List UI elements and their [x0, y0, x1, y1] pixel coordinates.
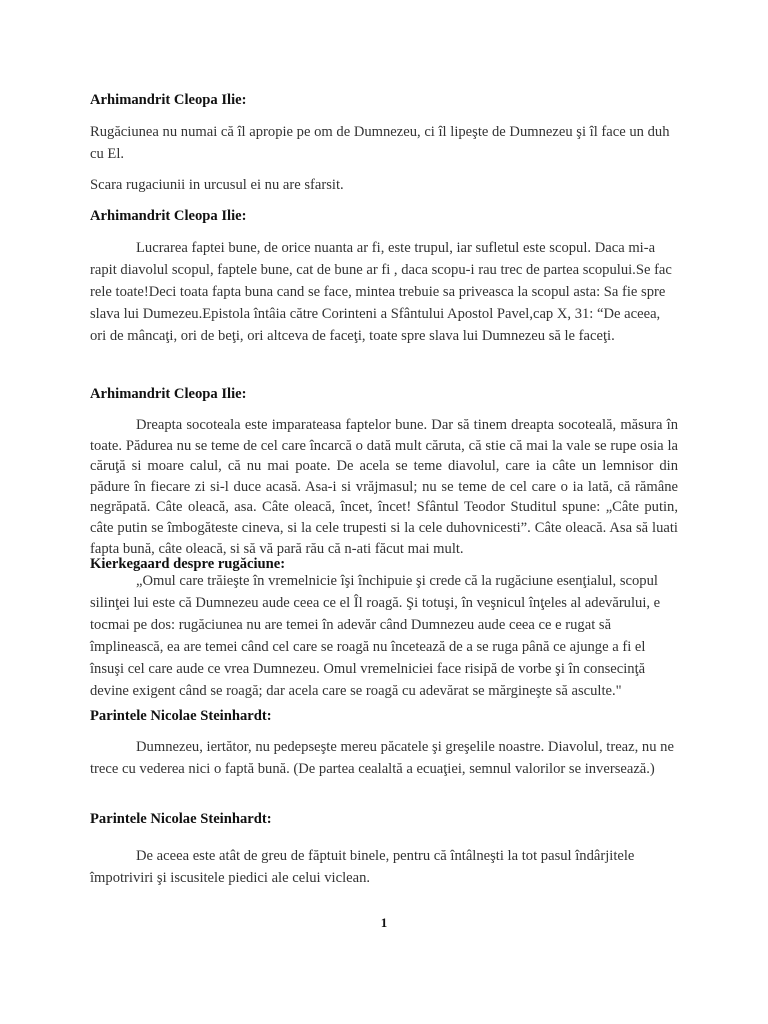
paragraph: Dreapta socoteala este imparateasa faptelor bune. Dar să tinem dreapta socoteală, măsura în toate. Pădurea nu se teme de cel care încarcă o dată mult căruta, că stie că mai la vale se rupe osia la căruţă si moare calul, că nu mai poate. De acela se teme diavolul, care ia câte un lemnisor din pădure în fiecare zi si-l duce acasă. Asa-i si vrăjmasul; nu se teme de cel care o ia lată, că rămâne negrăpată. Câte oleacă, asa. Câte oleacă, încet, încet! Sfântul Teodor Studitul spune: „Câte putin, câte putin se îmbogăteste cineva, si la cele trupesti si la cele duhovnicesti”. Câte oleacă. Asa să luati fapta bună, câte oleacă, si să vă pară rău că n-ati făcut mai mult. [90, 417, 678, 557]
paragraph: Scara rugaciunii in urcusul ei nu are sfarsit. [90, 177, 344, 193]
section-heading: Parintele Nicolae Steinhardt: [90, 708, 272, 724]
paragraph: De aceea este atât de greu de făptuit binele, pentru că întâlneşti la tot pasul îndârjitele împotriviri şi iscusitele piedici ale celui viclean. [90, 848, 635, 886]
section-heading: Arhimandrit Cleopa Ilie: [90, 208, 247, 224]
page-number: 1 [380, 915, 388, 930]
paragraph: Rugăciunea nu numai că îl apropie pe om de Dumnezeu, ci îl lipeşte de Dumnezeu şi îl face un duh cu El. [90, 124, 670, 162]
paragraph: Lucrarea faptei bune, de orice nuanta ar fi, este trupul, iar sufletul este scopul. Daca mi-a rapit diavolul scopul, faptele bune, cat de bune ar fi , daca scopu-i rau trec de partea scopului.Se fac rele toate!Deci toata fapta buna cand se face, mintea trebuie sa priveasca la scopul asta: Sa fie spre slava lui Dumezeu.Epistola întâia către Corinteni a Sfântului Apostol Pavel,cap X, 31: “De aceea, ori de mâncaţi, ori de beţi, ori altceva de faceţi, toate spre slava lui Dumnezeu să le faceţi. [90, 240, 672, 344]
section-heading: Kierkegaard despre rugăciune: [90, 556, 286, 572]
section-heading: Parintele Nicolae Steinhardt: [90, 811, 272, 827]
paragraph: „Omul care trăieşte în vremelnicie îşi închipuie şi crede că la rugăciune esenţialul, scopul silinţei lui este că Dumnezeu aude ceea ce el Îl roagă. Şi totuşi, în veşnicul înţeles al adevărului, e tocmai pe dos: rugăciunea nu are temei în adevăr când Dumnezeu aude ceea ce e rugat să împlinească, ea are temei când cel care se roagă nu încetează de a se ruga până ce ajunge a fi el însuşi cel care aude ce vrea Dumnezeu. Omul vremelniciei face risipă de vorbe şi în consecinţă devine exigent când se roagă; dar acela care se roagă cu adevărat se mărgineşte să asculte." [90, 573, 661, 699]
section-heading: Arhimandrit Cleopa Ilie: [90, 386, 247, 402]
section-heading: Arhimandrit Cleopa Ilie: [90, 92, 247, 108]
paragraph: Dumnezeu, iertător, nu pedepseşte mereu păcatele şi greşelile noastre. Diavolul, treaz, nu ne trece cu vederea nici o faptă bună. (De partea cealaltă a ecuaţiei, semnul valorilor se inversează.) [90, 739, 674, 777]
